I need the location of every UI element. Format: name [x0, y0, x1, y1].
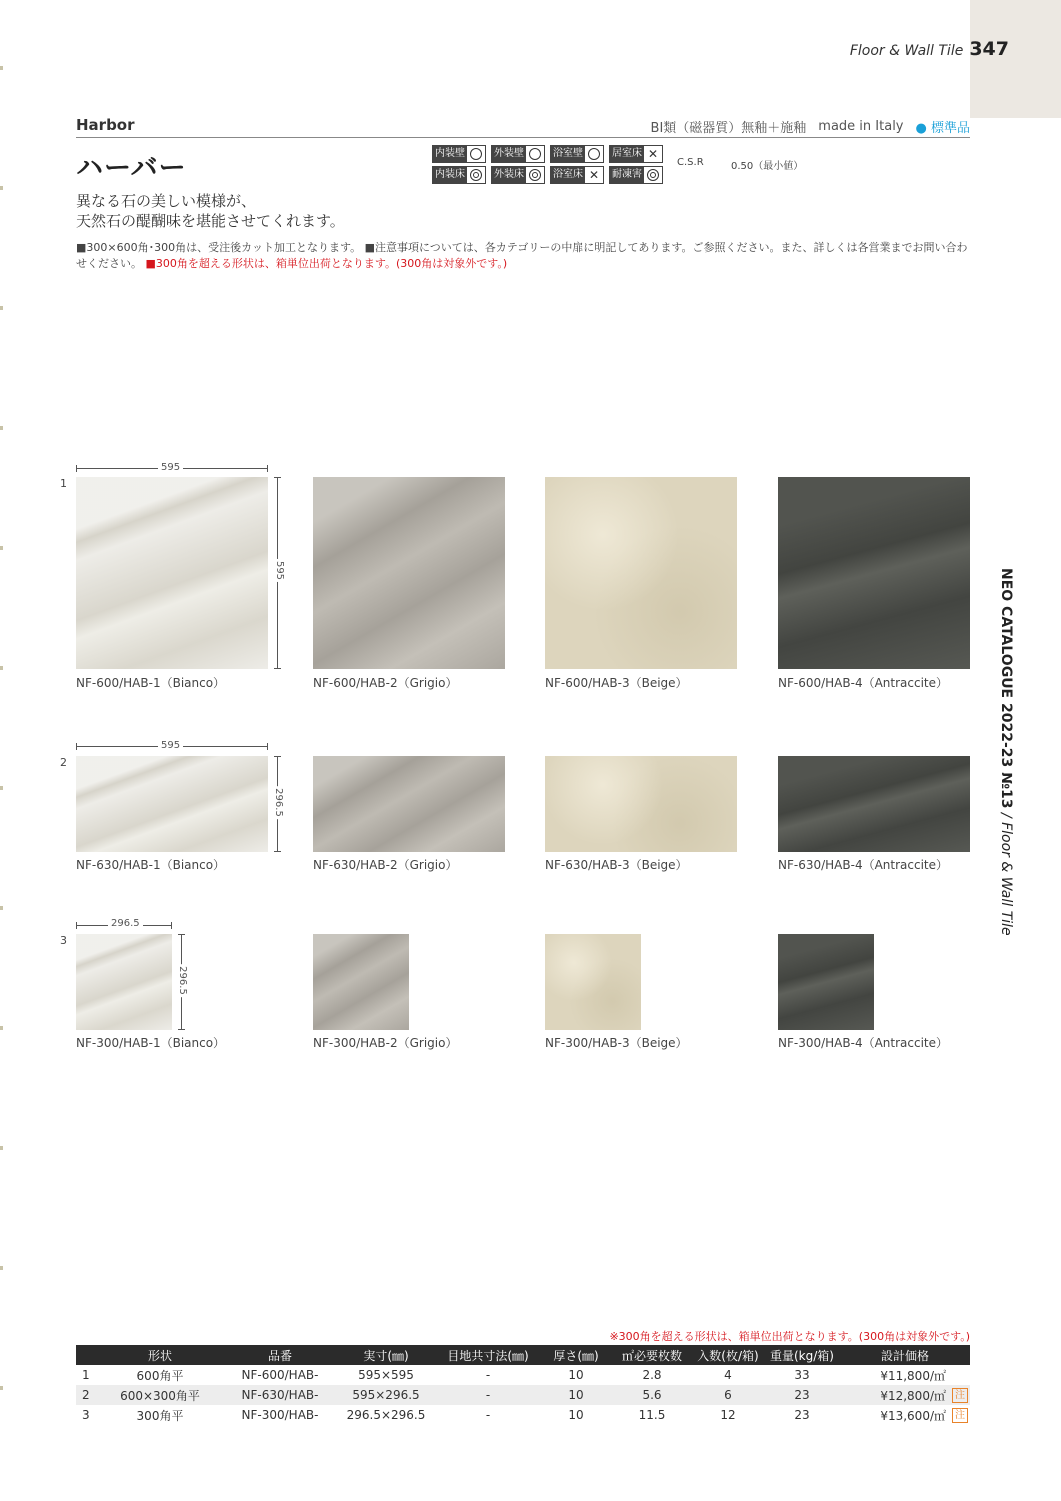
table-cell-code: NF-600/HAB-: [241, 1368, 319, 1382]
table-note: ※300角を超える形状は、箱単位出荷となります。(300角は対象外です。): [609, 1330, 970, 1343]
usage-grid: [432, 145, 663, 184]
spec-table: [76, 1345, 970, 1425]
usage-label: 内装床: [433, 167, 467, 183]
table-cell-thick: 10: [568, 1368, 584, 1382]
csr-value: 0.50（最小値）: [731, 161, 804, 172]
usage-label: 浴室床: [551, 167, 585, 183]
table-header: 設計価格: [840, 1345, 970, 1365]
usage-item: [550, 166, 604, 184]
page-header: [850, 38, 1009, 60]
table-cell-no: 1: [82, 1368, 90, 1382]
usage-label: 外装床: [492, 167, 526, 183]
tile-caption: NF-300/HAB-2（Grigio）: [313, 1036, 458, 1050]
tile-class: BⅠ類（磁器質）無釉＋施釉: [650, 121, 807, 136]
description-line: 天然石の醍醐味を堪能させてくれます。: [76, 212, 345, 230]
product-name-en: Harbor: [76, 116, 135, 134]
tile-image-grigio: [313, 756, 505, 852]
table-cell-joint: -: [485, 1408, 491, 1422]
table-cell-qty: 12: [720, 1408, 736, 1422]
tile-image-beige: [545, 934, 641, 1030]
table-cell-size: 595×296.5: [336, 1385, 436, 1405]
section-title: Floor & Wall Tile: [849, 43, 964, 59]
usage-item: [609, 145, 663, 163]
table-cell-price: [840, 1365, 970, 1385]
note-red-text: ■300角を超える形状は、箱単位出荷となります。(300角は対象外です。): [145, 257, 508, 270]
table-cell-weight: 23: [764, 1385, 840, 1405]
product-description: [76, 191, 345, 231]
table-cell-shape: 600×300角平: [96, 1385, 224, 1405]
note-text: ■300×600角･300角は、受注後カット加工となります。 ■注意事項については、各カテゴリーの中扉に明記してあります。ご参照ください。また、詳しくは各営業までお問い合わせください。: [76, 241, 968, 270]
tile-caption: NF-600/HAB-1（Bianco）: [76, 676, 226, 690]
usage-item: [491, 166, 545, 184]
tile-image-beige: [545, 756, 737, 852]
table-header: 厚さ(㎜): [540, 1345, 612, 1365]
table-cell-weight: 33: [794, 1368, 810, 1382]
usage-label: 耐凍害: [610, 167, 644, 183]
product-name-jp: ハーバー: [76, 153, 187, 184]
table-header: 目地共寸法(㎜): [436, 1345, 540, 1365]
usage-item: [491, 145, 545, 163]
price-value: ¥13,600/㎡: [880, 1408, 946, 1423]
table-header: 入数(枚/箱): [692, 1345, 764, 1365]
standard-badge: [916, 117, 971, 136]
tile-caption: NF-300/HAB-1（Bianco）: [76, 1036, 226, 1050]
table-header: 実寸(㎜): [336, 1345, 436, 1365]
usage-label: 浴室壁: [551, 146, 585, 162]
tile-image-beige: [545, 477, 737, 669]
table-cell-thick: 10: [540, 1385, 612, 1405]
circle-icon: [585, 146, 603, 162]
left-margin-rule: [0, 30, 3, 1430]
table-cell-shape: 300角平: [136, 1408, 184, 1423]
tile-image-bianco: [76, 934, 172, 1030]
table-cell-price: [840, 1385, 970, 1405]
tile-caption: NF-630/HAB-4（Antraccite）: [778, 858, 949, 872]
table-header: [76, 1345, 96, 1365]
origin: made in Italy: [818, 119, 904, 134]
table-row: [76, 1405, 970, 1425]
circle-icon: [526, 146, 544, 162]
table-cell-price: [840, 1405, 970, 1425]
cross-icon: ✕: [647, 147, 659, 161]
usage-item: [432, 145, 486, 163]
table-header-row: [76, 1345, 970, 1365]
tile-caption: NF-630/HAB-3（Beige）: [545, 858, 688, 872]
tile-caption: NF-600/HAB-4（Antraccite）: [778, 676, 949, 690]
dimension-height-label: 296.5: [272, 788, 284, 817]
catalogue-section: / Floor & Wall Tile: [998, 808, 1014, 936]
catalogue-side-title: [998, 568, 1014, 936]
usage-label: 居室床: [610, 146, 644, 162]
page-number: 347: [969, 38, 1009, 60]
csr-label: C.S.R: [677, 157, 704, 168]
product-notes: [76, 240, 976, 272]
circle-icon: [467, 146, 485, 162]
usage-item: [550, 145, 604, 163]
table-header: 形状: [96, 1345, 224, 1365]
dimension-width-label: 296.5: [108, 918, 143, 929]
usage-label: 外装壁: [492, 146, 526, 162]
tile-image-grigio: [313, 477, 505, 669]
table-header: 重量(kg/箱): [764, 1345, 840, 1365]
usage-item: [609, 166, 663, 184]
table-cell-per_m2: 5.6: [612, 1385, 692, 1405]
table-cell-no: 2: [76, 1385, 96, 1405]
note-badge: 注: [952, 1388, 968, 1403]
table-header: ㎡必要枚数: [612, 1345, 692, 1365]
table-cell-no: 3: [82, 1408, 90, 1422]
tile-caption: NF-630/HAB-1（Bianco）: [76, 858, 226, 872]
table-cell-qty: 4: [724, 1368, 732, 1382]
description-line: 異なる石の美しい模様が、: [76, 192, 257, 210]
dimension-width-label: 595: [158, 740, 183, 751]
standard-dot-icon: ●: [915, 121, 927, 136]
price-value: ¥11,800/㎡: [880, 1368, 946, 1383]
tile-caption: NF-300/HAB-3（Beige）: [545, 1036, 688, 1050]
tile-caption: NF-600/HAB-2（Grigio）: [313, 676, 458, 690]
cross-icon: ✕: [588, 168, 600, 182]
table-cell-per_m2: 2.8: [642, 1368, 662, 1382]
dimension-height-label: 595: [274, 560, 286, 581]
price-value: ¥12,800/㎡: [880, 1388, 946, 1403]
table-row: [76, 1365, 970, 1385]
table-cell-qty: 6: [692, 1385, 764, 1405]
table-cell-weight: 23: [794, 1408, 810, 1422]
tile-caption: NF-630/HAB-2（Grigio）: [313, 858, 458, 872]
note-badge: 注: [952, 1408, 968, 1423]
double-circle-icon: [644, 167, 662, 183]
standard-label: 標準品: [930, 121, 970, 136]
tile-image-bianco: [76, 477, 268, 669]
table-cell-size: 296.5×296.5: [346, 1408, 426, 1422]
tile-caption: NF-300/HAB-4（Antraccite）: [778, 1036, 949, 1050]
tile-row-number: 1: [60, 477, 67, 490]
table-cell-thick: 10: [568, 1408, 584, 1422]
table-row: [76, 1385, 970, 1405]
tile-image-bianco: [76, 756, 268, 852]
usage-label: 内装壁: [433, 146, 467, 162]
double-circle-icon: [467, 167, 485, 183]
table-cell-joint: -: [485, 1368, 491, 1382]
title-rule: [76, 137, 970, 138]
tile-image-antraccite: [778, 756, 970, 852]
tile-row-number: 2: [60, 756, 67, 769]
table-cell-code: NF-630/HAB-: [224, 1385, 336, 1405]
tile-image-antraccite: [778, 934, 874, 1030]
usage-item: [432, 166, 486, 184]
table-cell-size: 595×595: [358, 1368, 414, 1382]
table-cell-joint: -: [436, 1385, 540, 1405]
tile-image-grigio: [313, 934, 409, 1030]
table-cell-code: NF-300/HAB-: [241, 1408, 319, 1422]
table-cell-shape: 600角平: [136, 1368, 184, 1383]
catalogue-name: NEO CATALOGUE 2022-23 №13: [998, 568, 1014, 809]
dimension-height-label: 296.5: [176, 966, 188, 995]
dimension-width-label: 595: [158, 462, 183, 473]
tile-image-antraccite: [778, 477, 970, 669]
double-circle-icon: [526, 167, 544, 183]
product-spec-line: [651, 117, 970, 136]
table-header: 品番: [224, 1345, 336, 1365]
tile-row-number: 3: [60, 934, 67, 947]
table-cell-per_m2: 11.5: [638, 1408, 666, 1422]
tile-caption: NF-600/HAB-3（Beige）: [545, 676, 688, 690]
